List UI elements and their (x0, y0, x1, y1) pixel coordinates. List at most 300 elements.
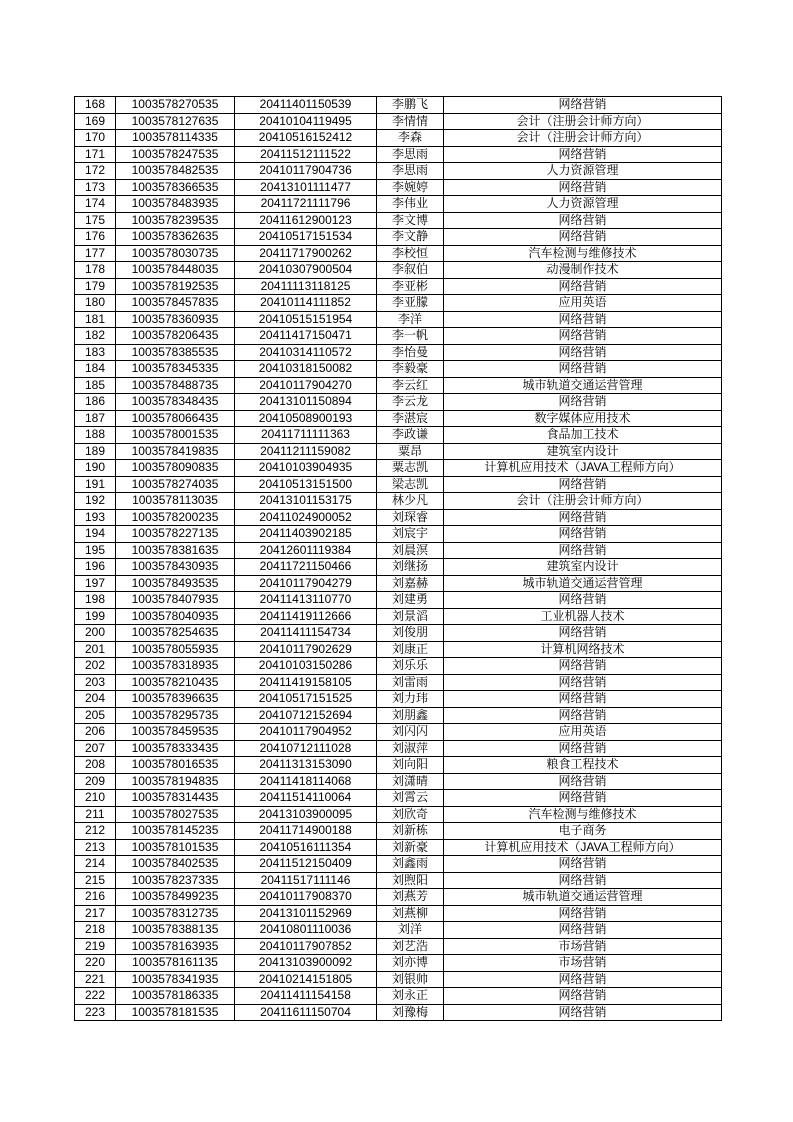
candidate-id-cell: 1003578161135 (116, 955, 235, 972)
table-row (75, 262, 722, 279)
row-number-cell: 220 (75, 955, 116, 972)
major-cell: 会计（注册会计师方向） (444, 493, 722, 510)
table-row (75, 410, 722, 427)
row-number-cell: 180 (75, 295, 116, 312)
exam-id-cell: 20410117904952 (235, 724, 377, 741)
major-cell: 应用英语 (444, 724, 722, 741)
major-cell: 网络营销 (444, 790, 722, 807)
row-number-cell: 169 (75, 113, 116, 130)
candidate-id-cell: 1003578483935 (116, 196, 235, 213)
major-cell: 网络营销 (444, 311, 722, 328)
row-number-cell: 219 (75, 938, 116, 955)
student-name-cell: 李云红 (377, 377, 444, 394)
major-cell: 网络营销 (444, 1004, 722, 1021)
candidate-id-cell: 1003578210435 (116, 674, 235, 691)
exam-id-cell: 20412601119384 (235, 542, 377, 559)
exam-id-cell: 20410516152412 (235, 130, 377, 147)
student-name-cell: 刘向阳 (377, 757, 444, 774)
exam-id-cell: 20411411154734 (235, 625, 377, 642)
candidate-id-cell: 1003578482535 (116, 163, 235, 180)
candidate-id-cell: 1003578016535 (116, 757, 235, 774)
row-number-cell: 194 (75, 526, 116, 543)
exam-id-cell: 20411612900123 (235, 212, 377, 229)
student-name-cell: 刘嘉赫 (377, 575, 444, 592)
row-number-cell: 184 (75, 361, 116, 378)
table-row (75, 542, 722, 559)
student-name-cell: 刘雷雨 (377, 674, 444, 691)
exam-id-cell: 20410104119495 (235, 113, 377, 130)
major-cell: 会计（注册会计师方向） (444, 113, 722, 130)
candidate-id-cell: 1003578396635 (116, 691, 235, 708)
table-row (75, 460, 722, 477)
candidate-id-cell: 1003578181535 (116, 1004, 235, 1021)
exam-id-cell: 20410712152694 (235, 707, 377, 724)
row-number-cell: 214 (75, 856, 116, 873)
table-row (75, 559, 722, 576)
row-number-cell: 212 (75, 823, 116, 840)
table-row (75, 674, 722, 691)
table-body (75, 97, 722, 1021)
row-number-cell: 192 (75, 493, 116, 510)
row-number-cell: 200 (75, 625, 116, 642)
major-cell: 人力资源管理 (444, 196, 722, 213)
candidate-id-cell: 1003578113035 (116, 493, 235, 510)
candidate-id-cell: 1003578227135 (116, 526, 235, 543)
row-number-cell: 182 (75, 328, 116, 345)
table-row (75, 1004, 722, 1021)
candidate-id-cell: 1003578459535 (116, 724, 235, 741)
table-row (75, 113, 722, 130)
table-row (75, 905, 722, 922)
table-row (75, 641, 722, 658)
student-name-cell: 刘晨溟 (377, 542, 444, 559)
candidate-id-cell: 1003578362635 (116, 229, 235, 246)
candidate-id-cell: 1003578341935 (116, 971, 235, 988)
exam-id-cell: 20411113118125 (235, 278, 377, 295)
major-cell: 网络营销 (444, 212, 722, 229)
candidate-id-cell: 1003578270535 (116, 97, 235, 114)
student-name-cell: 刘宸宇 (377, 526, 444, 543)
table-row (75, 575, 722, 592)
major-cell: 网络营销 (444, 229, 722, 246)
exam-id-cell: 20410517151534 (235, 229, 377, 246)
student-name-cell: 粟志凯 (377, 460, 444, 477)
major-cell: 网络营销 (444, 856, 722, 873)
student-name-cell: 李怡曼 (377, 344, 444, 361)
candidate-id-cell: 1003578345335 (116, 361, 235, 378)
exam-id-cell: 20410103904935 (235, 460, 377, 477)
candidate-id-cell: 1003578247535 (116, 146, 235, 163)
candidate-id-cell: 1003578488735 (116, 377, 235, 394)
student-name-cell: 李校恒 (377, 245, 444, 262)
exam-id-cell: 20413101111477 (235, 179, 377, 196)
exam-id-cell: 20410117908370 (235, 889, 377, 906)
exam-id-cell: 20410117907852 (235, 938, 377, 955)
major-cell: 网络营销 (444, 97, 722, 114)
exam-id-cell: 20410513151500 (235, 476, 377, 493)
student-name-cell: 刘亦博 (377, 955, 444, 972)
student-name-cell: 刘燕芳 (377, 889, 444, 906)
candidate-id-cell: 1003578448035 (116, 262, 235, 279)
candidate-id-cell: 1003578295735 (116, 707, 235, 724)
row-number-cell: 211 (75, 806, 116, 823)
table-row (75, 757, 722, 774)
student-name-cell: 李文博 (377, 212, 444, 229)
row-number-cell: 178 (75, 262, 116, 279)
table-row (75, 163, 722, 180)
row-number-cell: 190 (75, 460, 116, 477)
exam-id-cell: 20411717900262 (235, 245, 377, 262)
row-number-cell: 186 (75, 394, 116, 411)
candidate-id-cell: 1003578200235 (116, 509, 235, 526)
major-cell: 城市轨道交通运营管理 (444, 377, 722, 394)
row-number-cell: 196 (75, 559, 116, 576)
candidate-id-cell: 1003578430935 (116, 559, 235, 576)
table-row (75, 839, 722, 856)
major-cell: 会计（注册会计师方向） (444, 130, 722, 147)
row-number-cell: 174 (75, 196, 116, 213)
candidate-id-cell: 1003578239535 (116, 212, 235, 229)
row-number-cell: 210 (75, 790, 116, 807)
major-cell: 网络营销 (444, 773, 722, 790)
table-row (75, 872, 722, 889)
candidate-id-cell: 1003578385535 (116, 344, 235, 361)
candidate-id-cell: 1003578127635 (116, 113, 235, 130)
major-cell: 食品加工技术 (444, 427, 722, 444)
major-cell: 网络营销 (444, 179, 722, 196)
candidate-id-cell: 1003578030735 (116, 245, 235, 262)
row-number-cell: 198 (75, 592, 116, 609)
major-cell: 市场营销 (444, 955, 722, 972)
row-number-cell: 187 (75, 410, 116, 427)
row-number-cell: 170 (75, 130, 116, 147)
major-cell: 建筑室内设计 (444, 443, 722, 460)
exam-id-cell: 20410214151805 (235, 971, 377, 988)
major-cell: 市场营销 (444, 938, 722, 955)
major-cell: 网络营销 (444, 278, 722, 295)
major-cell: 数字媒体应用技术 (444, 410, 722, 427)
exam-id-cell: 20411418114068 (235, 773, 377, 790)
row-number-cell: 222 (75, 988, 116, 1005)
exam-id-cell: 20413103900095 (235, 806, 377, 823)
student-name-cell: 刘康正 (377, 641, 444, 658)
row-number-cell: 195 (75, 542, 116, 559)
table-row (75, 295, 722, 312)
row-number-cell: 176 (75, 229, 116, 246)
table-row (75, 526, 722, 543)
exam-id-cell: 20411611150704 (235, 1004, 377, 1021)
table-row (75, 278, 722, 295)
major-cell: 网络营销 (444, 476, 722, 493)
candidate-id-cell: 1003578040935 (116, 608, 235, 625)
student-name-cell: 刘霄云 (377, 790, 444, 807)
table-row (75, 592, 722, 609)
major-cell: 建筑室内设计 (444, 559, 722, 576)
table-row (75, 691, 722, 708)
row-number-cell: 207 (75, 740, 116, 757)
candidate-id-cell: 1003578407935 (116, 592, 235, 609)
student-name-cell: 李文静 (377, 229, 444, 246)
row-number-cell: 199 (75, 608, 116, 625)
table-row (75, 328, 722, 345)
table-row (75, 476, 722, 493)
major-cell: 网络营销 (444, 988, 722, 1005)
table-row (75, 988, 722, 1005)
candidate-id-cell: 1003578192535 (116, 278, 235, 295)
row-number-cell: 209 (75, 773, 116, 790)
table-row (75, 790, 722, 807)
exam-id-cell: 20410801110036 (235, 922, 377, 939)
student-name-cell: 刘银帅 (377, 971, 444, 988)
exam-id-cell: 20410114111852 (235, 295, 377, 312)
major-cell: 网络营销 (444, 971, 722, 988)
student-name-cell: 李森 (377, 130, 444, 147)
exam-id-cell: 20413101150894 (235, 394, 377, 411)
candidate-id-cell: 1003578066435 (116, 410, 235, 427)
major-cell: 粮食工程技术 (444, 757, 722, 774)
exam-id-cell: 20411313153090 (235, 757, 377, 774)
exam-id-cell: 20410712111028 (235, 740, 377, 757)
exam-id-cell: 20413101152969 (235, 905, 377, 922)
candidate-id-cell: 1003578360935 (116, 311, 235, 328)
row-number-cell: 205 (75, 707, 116, 724)
row-number-cell: 215 (75, 872, 116, 889)
student-list-table (74, 96, 722, 1021)
row-number-cell: 175 (75, 212, 116, 229)
table-row (75, 377, 722, 394)
candidate-id-cell: 1003578333435 (116, 740, 235, 757)
major-cell: 工业机器人技术 (444, 608, 722, 625)
row-number-cell: 213 (75, 839, 116, 856)
table-row (75, 856, 722, 873)
candidate-id-cell: 1003578348435 (116, 394, 235, 411)
table-row (75, 229, 722, 246)
row-number-cell: 183 (75, 344, 116, 361)
row-number-cell: 216 (75, 889, 116, 906)
student-name-cell: 李云龙 (377, 394, 444, 411)
exam-id-cell: 20411411154158 (235, 988, 377, 1005)
major-cell: 网络营销 (444, 691, 722, 708)
major-cell: 网络营销 (444, 542, 722, 559)
row-number-cell: 203 (75, 674, 116, 691)
major-cell: 电子商务 (444, 823, 722, 840)
student-name-cell: 刘潇晴 (377, 773, 444, 790)
table-row (75, 146, 722, 163)
student-name-cell: 李鹏飞 (377, 97, 444, 114)
row-number-cell: 173 (75, 179, 116, 196)
major-cell: 城市轨道交通运营管理 (444, 575, 722, 592)
exam-id-cell: 20411721111796 (235, 196, 377, 213)
student-name-cell: 刘豫梅 (377, 1004, 444, 1021)
row-number-cell: 218 (75, 922, 116, 939)
row-number-cell: 189 (75, 443, 116, 460)
student-name-cell: 刘俊朋 (377, 625, 444, 642)
exam-id-cell: 20410117902629 (235, 641, 377, 658)
exam-id-cell: 20411401150539 (235, 97, 377, 114)
major-cell: 网络营销 (444, 526, 722, 543)
table-row (75, 971, 722, 988)
exam-id-cell: 20411413110770 (235, 592, 377, 609)
table-row (75, 806, 722, 823)
table-row (75, 658, 722, 675)
row-number-cell: 202 (75, 658, 116, 675)
candidate-id-cell: 1003578499235 (116, 889, 235, 906)
row-number-cell: 223 (75, 1004, 116, 1021)
major-cell: 汽车检测与维修技术 (444, 806, 722, 823)
student-name-cell: 刘新栋 (377, 823, 444, 840)
student-name-cell: 李思雨 (377, 146, 444, 163)
student-name-cell: 刘继扬 (377, 559, 444, 576)
exam-id-cell: 20410516111354 (235, 839, 377, 856)
row-number-cell: 197 (75, 575, 116, 592)
candidate-id-cell: 1003578419835 (116, 443, 235, 460)
major-cell: 网络营销 (444, 625, 722, 642)
student-name-cell: 刘新豪 (377, 839, 444, 856)
student-name-cell: 刘艺浩 (377, 938, 444, 955)
student-name-cell: 刘永正 (377, 988, 444, 1005)
major-cell: 计算机应用技术（JAVA工程师方向） (444, 460, 722, 477)
row-number-cell: 168 (75, 97, 116, 114)
exam-id-cell: 20411403902185 (235, 526, 377, 543)
candidate-id-cell: 1003578366535 (116, 179, 235, 196)
student-name-cell: 李洋 (377, 311, 444, 328)
table-row (75, 724, 722, 741)
row-number-cell: 201 (75, 641, 116, 658)
table-row (75, 773, 722, 790)
exam-id-cell: 20411417150471 (235, 328, 377, 345)
candidate-id-cell: 1003578186335 (116, 988, 235, 1005)
major-cell: 网络营销 (444, 922, 722, 939)
table-row (75, 443, 722, 460)
exam-id-cell: 20410307900504 (235, 262, 377, 279)
table-row (75, 493, 722, 510)
major-cell: 网络营销 (444, 592, 722, 609)
major-cell: 网络营销 (444, 361, 722, 378)
exam-id-cell: 20411517111146 (235, 872, 377, 889)
table-row (75, 625, 722, 642)
table-row (75, 130, 722, 147)
exam-id-cell: 20410117904270 (235, 377, 377, 394)
candidate-id-cell: 1003578388135 (116, 922, 235, 939)
candidate-id-cell: 1003578206435 (116, 328, 235, 345)
major-cell: 网络营销 (444, 740, 722, 757)
row-number-cell: 193 (75, 509, 116, 526)
exam-id-cell: 20411211159082 (235, 443, 377, 460)
major-cell: 网络营销 (444, 674, 722, 691)
student-name-cell: 刘闪闪 (377, 724, 444, 741)
table-row (75, 212, 722, 229)
row-number-cell: 171 (75, 146, 116, 163)
row-number-cell: 177 (75, 245, 116, 262)
exam-id-cell: 20411721150466 (235, 559, 377, 576)
table-row (75, 245, 722, 262)
student-name-cell: 李湛宸 (377, 410, 444, 427)
row-number-cell: 181 (75, 311, 116, 328)
candidate-id-cell: 1003578402535 (116, 856, 235, 873)
major-cell: 应用英语 (444, 295, 722, 312)
exam-id-cell: 20410318150082 (235, 361, 377, 378)
candidate-id-cell: 1003578381635 (116, 542, 235, 559)
row-number-cell: 204 (75, 691, 116, 708)
candidate-id-cell: 1003578457835 (116, 295, 235, 312)
candidate-id-cell: 1003578101535 (116, 839, 235, 856)
exam-id-cell: 20411714900188 (235, 823, 377, 840)
student-name-cell: 刘乐乐 (377, 658, 444, 675)
major-cell: 汽车检测与维修技术 (444, 245, 722, 262)
major-cell: 网络营销 (444, 394, 722, 411)
row-number-cell: 208 (75, 757, 116, 774)
candidate-id-cell: 1003578318935 (116, 658, 235, 675)
student-name-cell: 梁志凯 (377, 476, 444, 493)
candidate-id-cell: 1003578194835 (116, 773, 235, 790)
exam-id-cell: 20413101153175 (235, 493, 377, 510)
table-row (75, 922, 722, 939)
candidate-id-cell: 1003578145235 (116, 823, 235, 840)
table-row (75, 509, 722, 526)
student-name-cell: 李亚朦 (377, 295, 444, 312)
major-cell: 网络营销 (444, 707, 722, 724)
table-row (75, 196, 722, 213)
table-row (75, 361, 722, 378)
exam-id-cell: 20410515151954 (235, 311, 377, 328)
major-cell: 网络营销 (444, 328, 722, 345)
student-name-cell: 粟昂 (377, 443, 444, 460)
major-cell: 计算机网络技术 (444, 641, 722, 658)
candidate-id-cell: 1003578493535 (116, 575, 235, 592)
major-cell: 网络营销 (444, 658, 722, 675)
major-cell: 计算机应用技术（JAVA工程师方向） (444, 839, 722, 856)
student-name-cell: 李一帆 (377, 328, 444, 345)
candidate-id-cell: 1003578312735 (116, 905, 235, 922)
candidate-id-cell: 1003578237335 (116, 872, 235, 889)
student-name-cell: 李伟业 (377, 196, 444, 213)
table-row (75, 179, 722, 196)
exam-id-cell: 20411514110064 (235, 790, 377, 807)
student-name-cell: 刘景滔 (377, 608, 444, 625)
table-row (75, 427, 722, 444)
table-row (75, 889, 722, 906)
major-cell: 网络营销 (444, 872, 722, 889)
student-name-cell: 刘力玮 (377, 691, 444, 708)
candidate-id-cell: 1003578114335 (116, 130, 235, 147)
candidate-id-cell: 1003578090835 (116, 460, 235, 477)
row-number-cell: 179 (75, 278, 116, 295)
candidate-id-cell: 1003578027535 (116, 806, 235, 823)
candidate-id-cell: 1003578055935 (116, 641, 235, 658)
exam-id-cell: 20410314110572 (235, 344, 377, 361)
row-number-cell: 217 (75, 905, 116, 922)
student-name-cell: 李亚彬 (377, 278, 444, 295)
exam-id-cell: 20411512150409 (235, 856, 377, 873)
table-row (75, 311, 722, 328)
row-number-cell: 206 (75, 724, 116, 741)
row-number-cell: 191 (75, 476, 116, 493)
major-cell: 网络营销 (444, 509, 722, 526)
exam-id-cell: 20410117904736 (235, 163, 377, 180)
exam-id-cell: 20411512111522 (235, 146, 377, 163)
row-number-cell: 172 (75, 163, 116, 180)
student-name-cell: 刘欣奇 (377, 806, 444, 823)
exam-id-cell: 20410508900193 (235, 410, 377, 427)
table-row (75, 344, 722, 361)
candidate-id-cell: 1003578254635 (116, 625, 235, 642)
student-name-cell: 刘鑫雨 (377, 856, 444, 873)
row-number-cell: 188 (75, 427, 116, 444)
student-name-cell: 刘燕柳 (377, 905, 444, 922)
exam-id-cell: 20413103900092 (235, 955, 377, 972)
candidate-id-cell: 1003578274035 (116, 476, 235, 493)
exam-id-cell: 20410103150286 (235, 658, 377, 675)
